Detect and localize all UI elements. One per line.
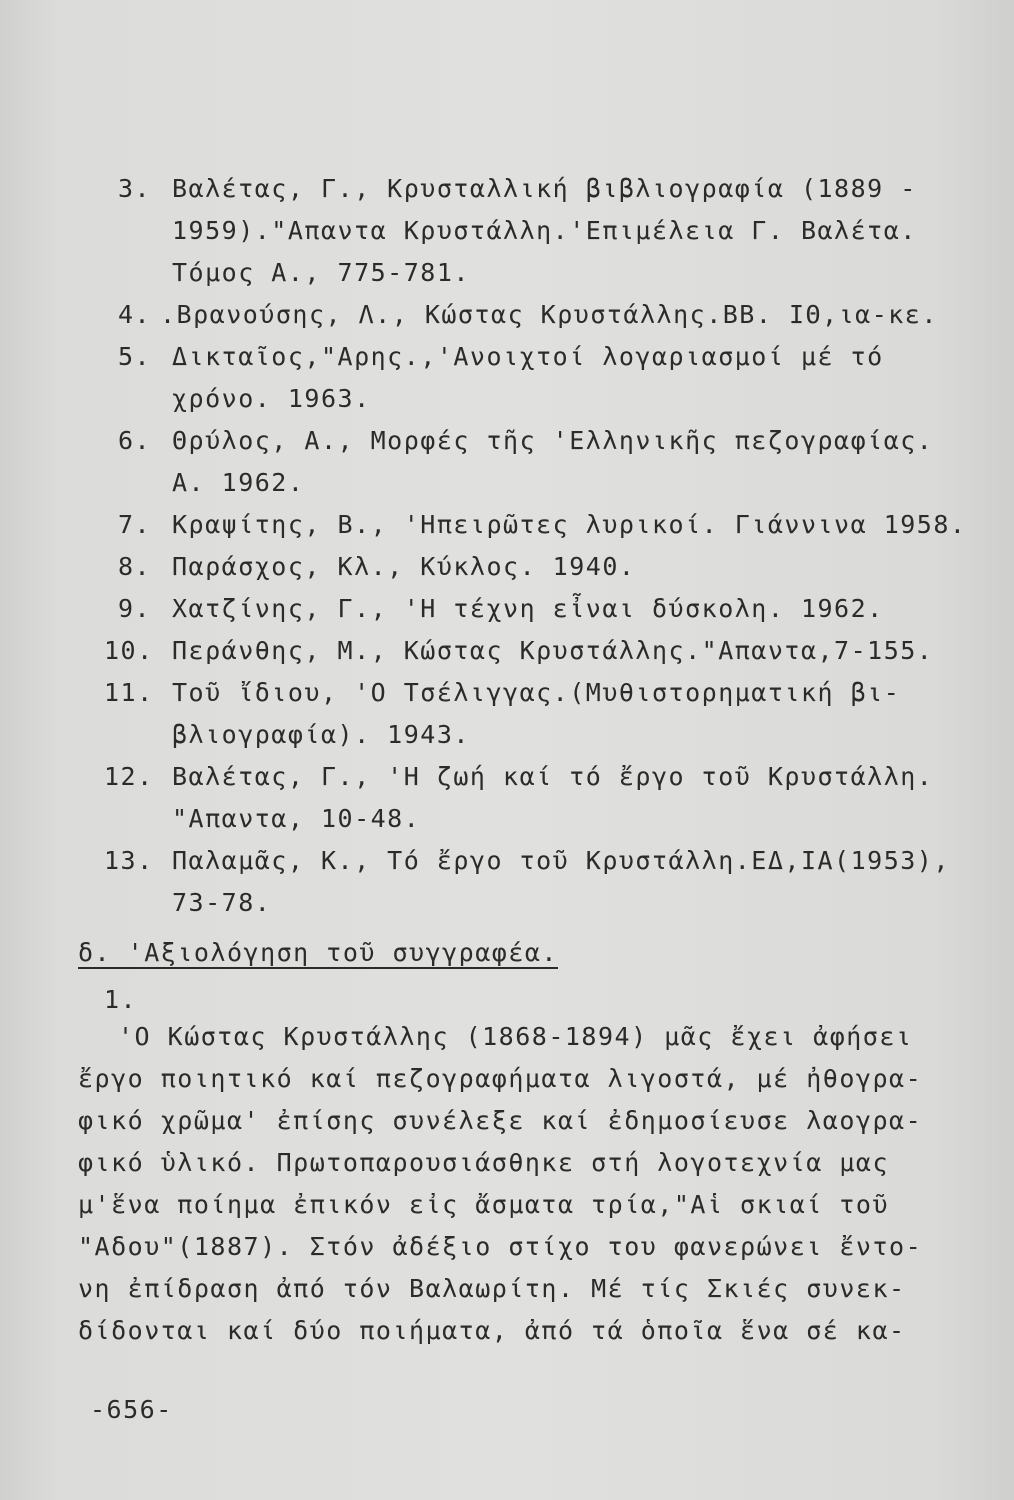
entry-number: 3.: [118, 174, 152, 203]
paragraph-line: φικό ὑλικό. Πρωτοπαρουσιάσθηκε στή λογοτεχνία μας: [78, 1148, 890, 1177]
entry-number: 6.: [118, 426, 152, 455]
paragraph-line: νη ἐπίδραση ἀπό τόν Βαλαωρίτη. Μέ τίς Σκιές συνεκ-: [78, 1274, 906, 1303]
paragraph-line: φικό χρῶμα' ἐπίσης συνέλεξε καί ἐδημοσίευσε λαογρα-: [78, 1106, 923, 1135]
entry-number: 5.: [118, 342, 152, 371]
entry-line: Θρύλος, Α., Μορφές τῆς 'Ελληνικῆς πεζογραφίας.: [172, 426, 934, 455]
entry-line: 1959)."Απαντα Κρυστάλλη.'Επιμέλεια Γ. Βαλέτα.: [172, 216, 917, 245]
entry-line: Τόμος Α., 775-781.: [172, 258, 470, 287]
entry-number: 12.: [104, 762, 154, 791]
entry-number: 7.: [118, 510, 152, 539]
entry-line: βλιογραφία). 1943.: [172, 720, 470, 749]
paragraph-line: δίδονται καί δύο ποιήματα, ἀπό τά ὁποῖα ἕνα σέ κα-: [78, 1316, 906, 1345]
entry-line: Περάνθης, Μ., Κώστας Κρυστάλλης."Απαντα,7-155.: [172, 636, 934, 665]
subsection-number: 1.: [104, 985, 138, 1014]
entry-line: Α. 1962.: [172, 468, 305, 497]
entry-number: 8.: [118, 552, 152, 581]
section-heading: δ. 'Αξιολόγηση τοῦ συγγραφέα.: [78, 938, 558, 967]
entry-line: Παράσχος, Κλ., Κύκλος. 1940.: [172, 552, 636, 581]
paragraph-line: 'Ο Κώστας Κρυστάλλης (1868-1894) μᾶς ἔχει ἀφήσει: [118, 1022, 913, 1051]
entry-number: 9.: [118, 594, 152, 623]
entry-number: 13.: [104, 846, 154, 875]
page-number: -656-: [90, 1395, 173, 1424]
paragraph-line: "Αδου"(1887). Στόν ἀδέξιο στίχο του φανερώνει ἔντο-: [78, 1232, 923, 1261]
entry-line: .Βρανούσης, Λ., Κώστας Κρυστάλλης.ΒΒ. ΙΘ,ια-κε.: [160, 300, 938, 329]
entry-number: 11.: [104, 678, 154, 707]
entry-line: Παλαμᾶς, Κ., Τό ἔργο τοῦ Κρυστάλλη.ΕΔ,ΙΑ(1953),: [172, 846, 950, 875]
entry-line: Τοῦ ἴδιου, 'Ο Τσέλιγγας.(Μυθιστορηματική βι-: [172, 678, 901, 707]
entry-line: Δικταῖος,"Αρης.,'Ανοιχτοί λογαριασμοί μέ τό: [172, 342, 884, 371]
entry-number: 4.: [118, 300, 152, 329]
paragraph-line: μ'ἕνα ποίημα ἐπικόν εἰς ἄσματα τρία,"Αἱ σκιαί τοῦ: [78, 1190, 890, 1219]
paragraph-line: ἔργο ποιητικό καί πεζογραφήματα λιγοστά, μέ ἠθογρα-: [78, 1064, 923, 1093]
entry-number: 10.: [104, 636, 154, 665]
entry-line: Κραψίτης, Β., 'Ηπειρῶτες λυρικοί. Γιάννινα 1958.: [172, 510, 967, 539]
entry-line: Βαλέτας, Γ., 'Η ζωή καί τό ἔργο τοῦ Κρυστάλλη.: [172, 762, 934, 791]
entry-line: Βαλέτας, Γ., Κρυσταλλική βιβλιογραφία (1889 -: [172, 174, 917, 203]
entry-line: 73-78.: [172, 888, 272, 917]
entry-line: χρόνο. 1963.: [172, 384, 371, 413]
entry-line: "Απαντα, 10-48.: [172, 804, 421, 833]
entry-line: Χατζίνης, Γ., 'Η τέχνη εἶναι δύσκολη. 1962.: [172, 594, 884, 623]
